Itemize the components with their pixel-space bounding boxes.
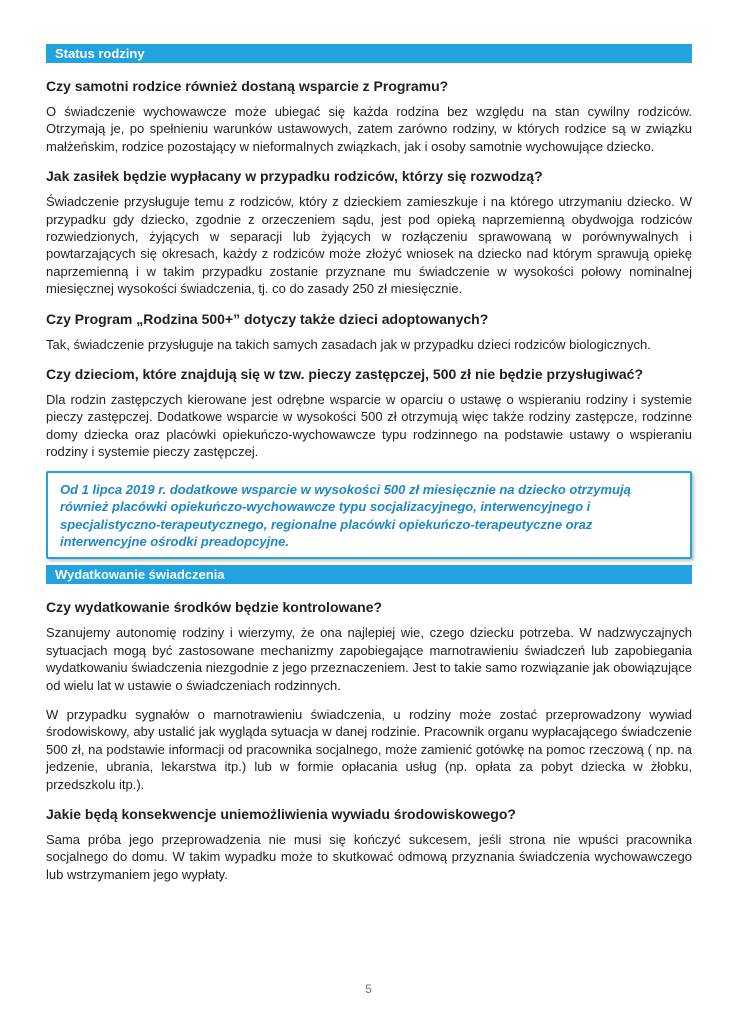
answer-paragraph: Szanujemy autonomię rodziny i wierzymy, że ona najlepiej wie, czego dziecku potrzeba. W nadzwyczajnych sytuacjach mogą być zastosowane mechanizmy zapobiegające marnotrawieniu świadczeń lub zapobiegania wydatkowaniu świadczenia niezgodnie z jego przeznaczeniem. Jest to takie samo rozwiązanie jak obowiązujące od wielu lat w ustawie o świadczeniach rodzinnych. xyxy=(46,625,693,693)
question-heading: Jak zasiłek będzie wypłacany w przypadku rodziców, którzy się rozwodzą? xyxy=(46,168,543,185)
question-heading: Czy dzieciom, które znajdują się w tzw. pieczy zastępczej, 500 zł nie będzie przysługiwać? xyxy=(46,366,644,383)
answer-paragraph: Dla rodzin zastępczych kierowane jest odrębne wsparcie w oparciu o ustawę o wspieraniu rodziny i systemie pieczy zastępczej. Dodatkowe wsparcie w wysokości 500 zł otrzymują więc także rodziny zastępcze, rodzinne domy dziecka oraz placówki opiekuńczo-wychowawcze typu rodzinnego na podstawie ustawy o wspieraniu rodziny i systemie pieczy zastępczej. xyxy=(46,392,692,460)
question-heading: Czy wydatkowanie środków będzie kontrolowane? xyxy=(46,599,383,616)
answer-paragraph: Sama próba jego przeprowadzenia nie musi się kończyć sukcesem, jeśli strona nie wpuści pracownika socjalnego do domu. W takim wypadku może to skutkować odmową przyznania świadczenia wychowawczego lub wstrzymaniem jego wypłaty. xyxy=(46,831,692,882)
section-header-family-status: Status rodziny xyxy=(46,44,692,63)
document-page xyxy=(46,44,692,895)
highlight-callout: Od 1 lipca 2019 r. dodatkowe wsparcie w wysokości 500 zł miesięcznie na dziecko otrzymują również placówki opiekuńczo-wychowawcze typu socjalizacyjnego, interwencyjnego i specjalistyczno-terapeutycznego, regionalne placówki opiekuńczo-terapeutyczne oraz interwencyjne ośrodki preadopcyjne. xyxy=(46,471,692,560)
section-header-benefit-spending: Wydatkowanie świadczenia xyxy=(46,565,692,584)
answer-paragraph: Tak, świadczenie przysługuje na takich samych zasadach jak w przypadku dzieci rodziców biologicznych. xyxy=(46,336,651,352)
question-heading: Jakie będą konsekwencje uniemożliwienia wywiadu środowiskowego? xyxy=(46,805,516,822)
answer-paragraph: W przypadku sygnałów o marnotrawieniu świadczenia, u rodziny może zostać przeprowadzony wywiad środowiskowy, aby ustalić jak wygląda sytuacja w danej rodzinie. Pracownik organu wypłacającego świadczenie 500 zł, na podstawie informacji od pracownika socjalnego, może zamienić gotówkę na pomoc rzeczową ( np. na jedzenie, ubrania, lekarstwa itp.) lub w formie opłacania usług (np. opłata za pobyt dziecka w żłobku, przedszkolu itp.). xyxy=(46,706,692,792)
page-number: 5 xyxy=(365,982,372,996)
answer-paragraph: O świadczenie wychowawcze może ubiegać się każda rodzina bez względu na stan cywilny rodziców. Otrzymają je, po spełnieniu warunków ustawowych, zatem zarówno rodziny, w których rodzice są w związku małżeńskim, rodzice pozostający w nieformalnych związkach, jak i osoby samotnie wychowujące dziecko. xyxy=(46,104,692,154)
question-heading: Czy Program „Rodzina 500+” dotyczy także dzieci adoptowanych? xyxy=(46,310,489,327)
question-heading: Czy samotni rodzice również dostaną wsparcie z Programu? xyxy=(46,78,449,94)
answer-paragraph: Świadczenie przysługuje temu z rodziców, który z dzieckiem zamieszkuje i na którego utrzymaniu dziecko. W przypadku gdy dziecko, zgodnie z orzeczeniem sądu, jest pod opieką naprzemienną obydwojga rodziców rozwiedzionych, żyjących w separacji lub żyjących w rozłączeniu sprawowaną w porównywalnych i powtarzających się okresach, każdy z rodziców może złożyć wniosek na dziecko nad którym sprawują opiekę naprzemienną i w takim przypadku zostanie przyznane mu świadczenie w wysokości połowy nominalnej miesięcznej wysokości świadczenia, tj. co do zasady 250 zł miesięcznie. xyxy=(46,194,692,297)
